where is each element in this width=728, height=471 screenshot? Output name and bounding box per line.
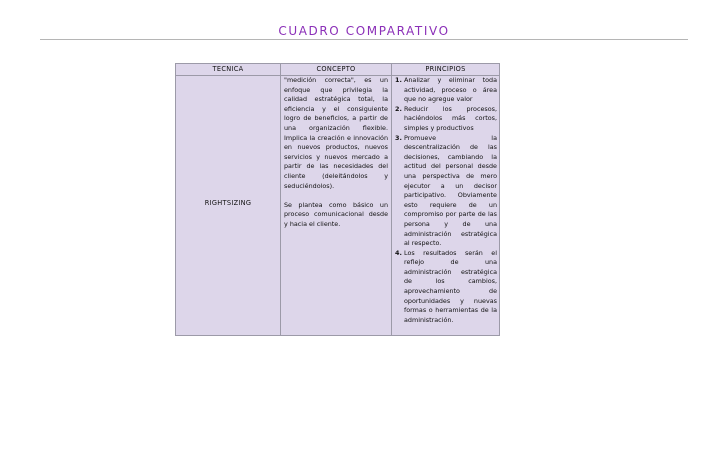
concept-cell bbox=[284, 76, 388, 230]
principle-text: Reducir los procesos, haciéndolos más cortos, simples y productivos bbox=[404, 104, 497, 132]
header-principios: PRINCIPIOS bbox=[392, 64, 499, 76]
principle-number: 4. bbox=[395, 248, 402, 257]
principles-list bbox=[395, 76, 497, 325]
principle-text: Promueve la descentralización de las decisiones, cambiando la actitud del personal desde una perspectiva de mero ejecutor a un decisor participativo. Obviamente esto requiere de un compromiso por parte de las persona y de una administración estratégica al respecto. bbox=[404, 133, 497, 248]
principles-cell bbox=[395, 76, 497, 325]
principle-number: 1. bbox=[395, 76, 402, 84]
header-tecnica: TECNICA bbox=[176, 64, 280, 76]
principle-text: Los resultados serán el reflejo de una administración estratégica de los cambios, aprovechamiento de oportunidades y nuevas formas o herramientas de la administración. bbox=[404, 248, 497, 324]
title-divider bbox=[40, 39, 688, 40]
technique-cell: RIGHTSIZING bbox=[204, 199, 252, 207]
concept-paragraph: "medición correcta", es un enfoque que privilegia la calidad estratégica total, la eficiencia y el consiguiente logro de beneficios, a partir de una organización flexible. Implica la creación e innovación en nuevos productos, nuevos servicios y nuevos mercado a partir de las necesidades del cliente (deleitándolos y seduciéndolos). bbox=[284, 76, 388, 190]
principle-item bbox=[395, 134, 497, 249]
concept-paragraph: Se plantea como básico un proceso comunicacional desde y hacia el cliente. bbox=[284, 200, 388, 228]
document-title: CUADRO COMPARATIVO bbox=[278, 24, 450, 38]
principle-item bbox=[395, 76, 497, 105]
column-divider-1 bbox=[280, 64, 281, 335]
principle-item bbox=[395, 249, 497, 326]
header-concepto: CONCEPTO bbox=[281, 64, 391, 76]
principle-item bbox=[395, 105, 497, 134]
principle-text: Analizar y eliminar toda actividad, proceso o área que no agregue valor bbox=[404, 76, 497, 104]
principle-number: 3. bbox=[395, 133, 402, 142]
column-divider-2 bbox=[391, 64, 392, 335]
principle-number: 2. bbox=[395, 104, 402, 113]
comparison-table bbox=[175, 63, 500, 336]
